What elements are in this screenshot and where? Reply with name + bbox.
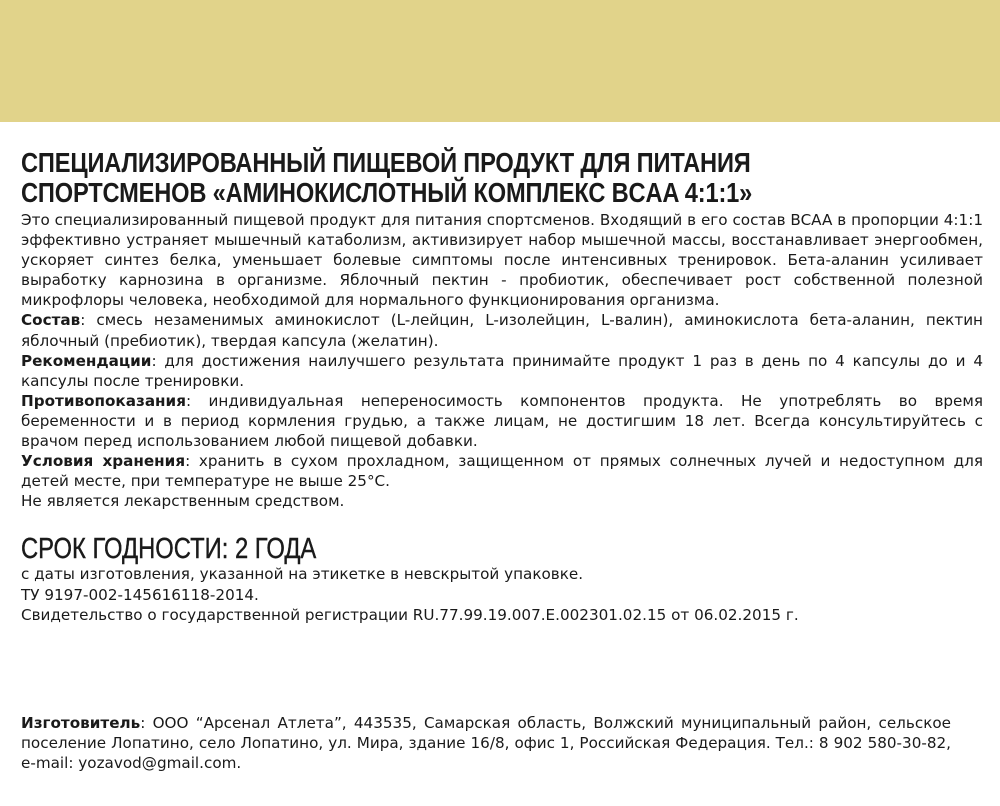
product-title-line-2: СПОРТСМЕНОВ «АМИНОКИСЛОТНЫЙ КОМПЛЕКС BCAA 4:1:1» — [21, 177, 753, 208]
composition-section — [21, 310, 983, 350]
storage-section — [21, 451, 983, 491]
product-title — [21, 148, 984, 208]
manufacturer-text: : ООО “Арсенал Атлета”, 443535, Самарская область, Волжский муниципальный район, сельское поселение Лопатино, село Лопатино, ул. Мира, здание 16/8, офис 1, Российская Федерация. Тел.: 8 902 580-30-82, e-mail: yozavod@gmail.com. — [21, 714, 951, 773]
recommendations-text: : для достижения наилучшего результата принимайте продукт 1 раз в день по 4 капсулы до и 4 капсулы после тренировки. — [21, 351, 983, 390]
product-title-line-1: СПЕЦИАЛИЗИРОВАННЫЙ ПИЩЕВОЙ ПРОДУКТ ДЛЯ ПИТАНИЯ — [21, 147, 751, 178]
contraindications-text: : индивидуальная непереносимость компонентов продукта. Не употреблять во время беременности и в период кормления грудью, а также лицам, не достигшим 18 лет. Всегда консультируйтесь с врачом перед использованием любой пищевой добавки. — [21, 391, 983, 451]
contraindications-section — [21, 391, 983, 451]
not-medicine-note: Не является лекарственным средством. — [21, 492, 345, 511]
manufacturer-label: Изготовитель — [21, 714, 141, 732]
composition-text: : смесь незаменимых аминокислот (L-лейцин, L-изолейцин, L-валин), аминокислота бета-аланин, пектин яблочный (пребиотик), твердая капсула (желатин). — [21, 311, 983, 350]
recommendations-section — [21, 351, 983, 391]
shelf-life-line-1: с даты изготовления, указанной на этикетке в невскрытой упаковке. — [21, 565, 584, 584]
composition-label: Состав — [21, 311, 81, 330]
shelf-life-details — [21, 564, 983, 624]
recommendations-label: Рекомендации — [21, 351, 152, 370]
registration-certificate: Свидетельство о государственной регистрации RU.77.99.19.007.Е.002301.02.15 от 06.02.2015 г. — [21, 605, 799, 624]
manufacturer-section — [21, 713, 951, 773]
top-color-band — [0, 0, 1000, 122]
product-description: Это специализированный пищевой продукт для питания спортсменов. Входящий в его состав BCAA в пропорции 4:1:1 эффективно устраняет мышечный катаболизм, активизирует набор мышечной массы, восстанавливает энергообмен, ускоряет синтез белка, уменьшает болевые симптомы после интенсивных тренировок. Бета-аланин усиливает выработку карнозина в организме. Яблочный пектин - пробиотик, обеспечивает рост собственной полезной микрофлоры человека, необходимой для нормального функционирования организма. — [21, 211, 983, 310]
contraindications-label: Противопоказания — [21, 391, 186, 410]
storage-label: Условия хранения — [21, 452, 186, 471]
label-content — [21, 148, 983, 625]
specification-number: ТУ 9197-002-145616118-2014. — [21, 585, 259, 604]
storage-text: : хранить в сухом прохладном, защищенном от прямых солнечных лучей и недоступном для детей месте, при температуре не выше 25°С. — [21, 452, 983, 491]
shelf-life-title: СРОК ГОДНОСТИ: 2 ГОДА — [21, 533, 317, 566]
